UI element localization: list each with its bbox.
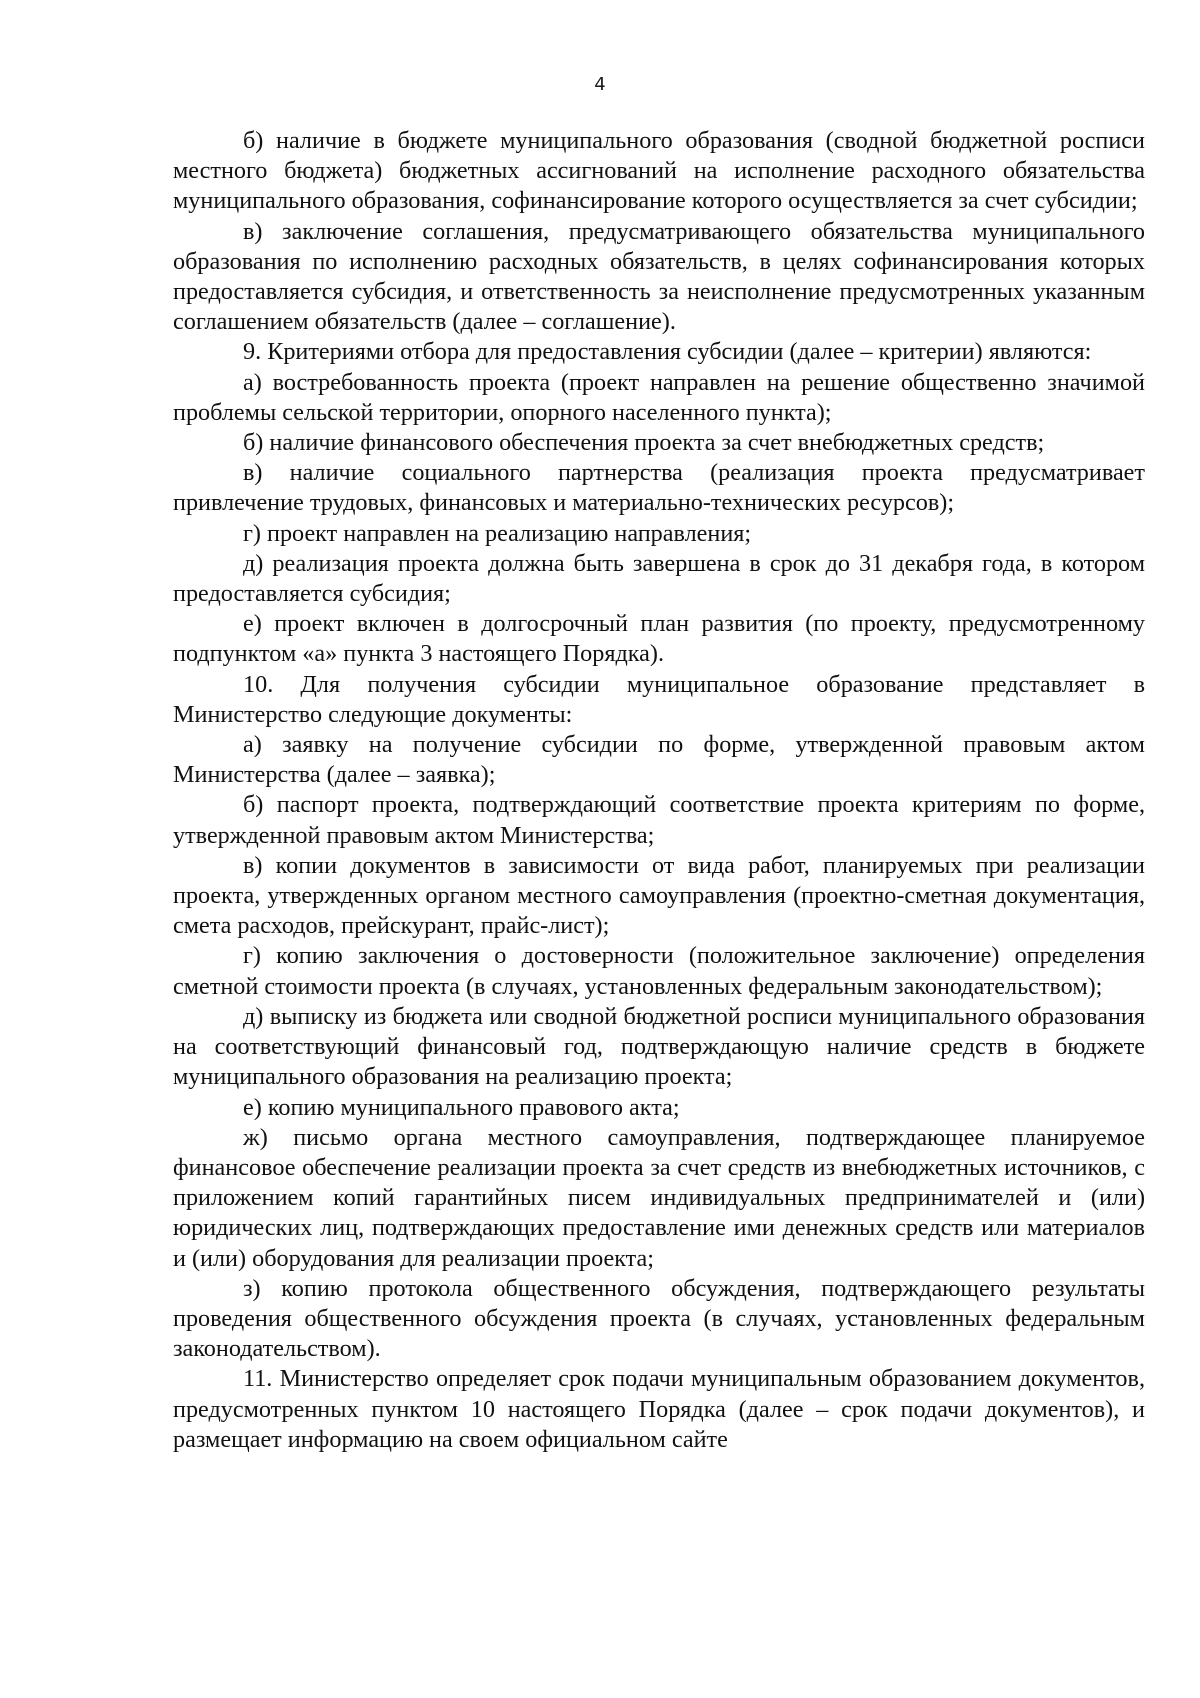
paragraph-9e: е) проект включен в долгосрочный план развития (по проекту, предусмотренному подпунктом «а» пункта 3 настоящего Порядка).: [173, 610, 1145, 668]
paragraph-9d: д) реализация проекта должна быть завершена в срок до 31 декабря года, в котором предоставляется субсидия;: [173, 549, 1145, 608]
paragraph-9v: в) наличие социального партнерства (реализация проекта предусматривает привлечение трудовых, финансовых и материально-технических ресурсов);: [173, 459, 1145, 517]
paragraph-10zh: ж) письмо органа местного самоуправления, подтверждающее планируемое финансовое обеспечение реализации проекта за счет средств из внебюджетных источников, с приложением копий гарантийных писем индивидуальных предпринимателей и (или) юридических лиц, подтверждающих предоставление ими денежных средств или материалов и (или) оборудования для реализации проекта;: [173, 1123, 1145, 1272]
document-body: [173, 126, 1145, 1455]
paragraph-10a: а) заявку на получение субсидии по форме, утвержденной правовым актом Министерства (далее – заявка);: [173, 731, 1145, 789]
paragraph-11: 11. Министерство определяет срок подачи муниципальным образованием документов, предусмотренных пунктом 10 настоящего Порядка (далее – срок подачи документов), и размещает информацию на своем официальном сайте: [173, 1365, 1145, 1453]
paragraph-10e: е) копию муниципального правового акта;: [243, 1093, 680, 1121]
paragraph-10z: з) копию протокола общественного обсуждения, подтверждающего результаты проведения общественного обсуждения проекта (в случаях, установленных федеральным законодательством).: [173, 1274, 1145, 1363]
paragraph-9: 9. Критериями отбора для предоставления субсидии (далее – критерии) являются:: [243, 338, 1092, 366]
paragraph-10: 10. Для получения субсидии муниципальное образование представляет в Министерство следующие документы:: [173, 670, 1145, 728]
paragraph-10g: г) копию заключения о достоверности (положительное заключение) определения сметной стоимости проекта (в случаях, установленных федеральным законодательством);: [173, 942, 1145, 1000]
paragraph-10d: д) выписку из бюджета или сводной бюджетной росписи муниципального образования на соответствующий финансовый год, подтверждающую наличие средств в бюджете муниципального образования на реализацию проекта;: [173, 1002, 1145, 1091]
paragraph-8b: б) наличие в бюджете муниципального образования (сводной бюджетной росписи местного бюджета) бюджетных ассигнований на исполнение расходного обязательства муниципального образования, софинансирование которого осуществляется за счет субсидии;: [173, 127, 1145, 215]
paragraph-9g: г) проект направлен на реализацию направления;: [243, 519, 752, 547]
paragraph-10v: в) копии документов в зависимости от вида работ, планируемых при реализации проекта, утвержденных органом местного самоуправления (проектно-сметная документация, смета расходов, прейскурант, прайс-лист);: [173, 851, 1145, 940]
paragraph-9a: а) востребованность проекта (проект направлен на решение общественно значимой проблемы сельской территории, опорного населенного пункта);: [173, 368, 1145, 426]
paragraph-10b: б) паспорт проекта, подтверждающий соответствие проекта критериям по форме, утвержденной правовым актом Министерства;: [173, 791, 1145, 849]
paragraph-8v: в) заключение соглашения, предусматривающего обязательства муниципального образования по исполнению расходных обязательств, в целях софинансирования которых предоставляется субсидия, и ответственность за неисполнение предусмотренных указанным соглашением обязательств (далее – соглашение).: [173, 217, 1145, 336]
paragraph-9b: б) наличие финансового обеспечения проекта за счет внебюджетных средств;: [243, 429, 1045, 457]
page-number: 4: [594, 74, 606, 95]
